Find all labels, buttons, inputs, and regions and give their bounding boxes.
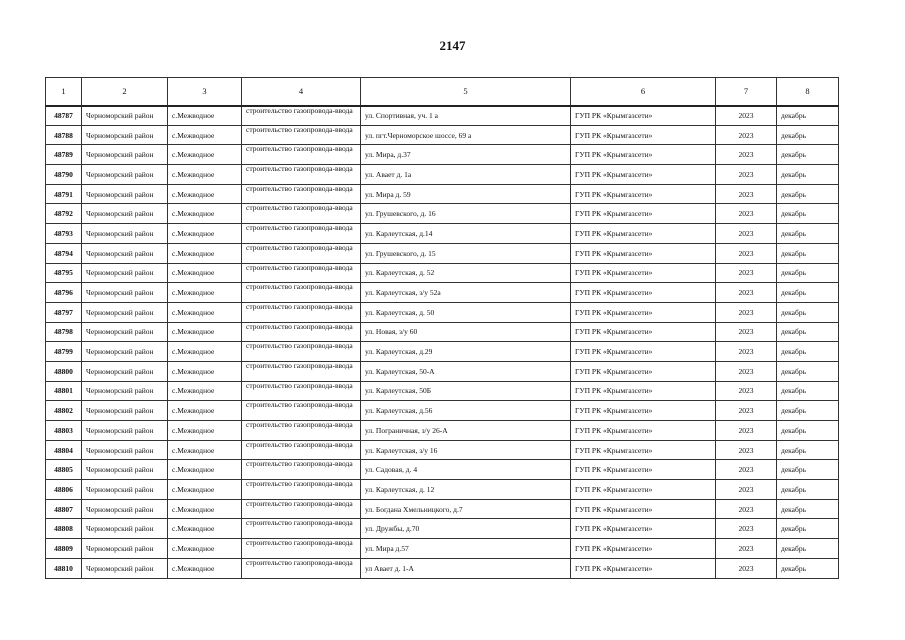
work-type-cell: строительство газопровода-ввода — [242, 519, 361, 539]
address-cell: ул. Дружбы, д.70 — [361, 519, 571, 539]
district-cell: Черноморский район — [82, 421, 168, 441]
district-cell: Черноморский район — [82, 106, 168, 126]
address-cell: ул. Карлеутская, д.56 — [361, 401, 571, 421]
village-cell: с.Межводное — [168, 558, 242, 578]
village-cell: с.Межводное — [168, 224, 242, 244]
village-cell: с.Межводное — [168, 263, 242, 283]
month-cell: декабрь — [777, 460, 839, 480]
village-cell: с.Межводное — [168, 460, 242, 480]
village-cell: с.Межводное — [168, 322, 242, 342]
organization-cell: ГУП РК «Крымгазсети» — [571, 342, 716, 362]
district-cell: Черноморский район — [82, 283, 168, 303]
year-cell: 2023 — [716, 539, 777, 559]
month-cell: декабрь — [777, 499, 839, 519]
column-header: 4 — [242, 78, 361, 106]
row-id: 48798 — [46, 322, 82, 342]
village-cell: с.Межводное — [168, 302, 242, 322]
work-type-cell: строительство газопровода-ввода — [242, 283, 361, 303]
table-row — [46, 480, 839, 500]
table-row — [46, 302, 839, 322]
address-cell: ул. Карлеутская, д. 12 — [361, 480, 571, 500]
row-id: 48799 — [46, 342, 82, 362]
year-cell: 2023 — [716, 263, 777, 283]
village-cell: с.Межводное — [168, 204, 242, 224]
work-type-cell: строительство газопровода-ввода — [242, 342, 361, 362]
organization-cell: ГУП РК «Крымгазсети» — [571, 519, 716, 539]
district-cell: Черноморский район — [82, 263, 168, 283]
column-header: 3 — [168, 78, 242, 106]
year-cell: 2023 — [716, 243, 777, 263]
address-cell: ул. Авает д. 1а — [361, 165, 571, 185]
table-row — [46, 381, 839, 401]
year-cell: 2023 — [716, 440, 777, 460]
year-cell: 2023 — [716, 125, 777, 145]
year-cell: 2023 — [716, 421, 777, 441]
district-cell: Черноморский район — [82, 342, 168, 362]
work-type-cell: строительство газопровода-ввода — [242, 421, 361, 441]
month-cell: декабрь — [777, 224, 839, 244]
month-cell: декабрь — [777, 480, 839, 500]
organization-cell: ГУП РК «Крымгазсети» — [571, 283, 716, 303]
month-cell: декабрь — [777, 401, 839, 421]
village-cell: с.Межводное — [168, 106, 242, 126]
year-cell: 2023 — [716, 519, 777, 539]
month-cell: декабрь — [777, 519, 839, 539]
address-cell: ул. Новая, з/у 60 — [361, 322, 571, 342]
organization-cell: ГУП РК «Крымгазсети» — [571, 558, 716, 578]
month-cell: декабрь — [777, 263, 839, 283]
organization-cell: ГУП РК «Крымгазсети» — [571, 224, 716, 244]
month-cell: декабрь — [777, 322, 839, 342]
district-cell: Черноморский район — [82, 361, 168, 381]
district-cell: Черноморский район — [82, 165, 168, 185]
village-cell: с.Межводное — [168, 342, 242, 362]
row-id: 48795 — [46, 263, 82, 283]
organization-cell: ГУП РК «Крымгазсети» — [571, 165, 716, 185]
work-type-cell: строительство газопровода-ввода — [242, 322, 361, 342]
village-cell: с.Межводное — [168, 283, 242, 303]
row-id: 48796 — [46, 283, 82, 303]
year-cell: 2023 — [716, 106, 777, 126]
row-id: 48807 — [46, 499, 82, 519]
year-cell: 2023 — [716, 184, 777, 204]
month-cell: декабрь — [777, 184, 839, 204]
year-cell: 2023 — [716, 322, 777, 342]
table-row — [46, 263, 839, 283]
work-type-cell: строительство газопровода-ввода — [242, 263, 361, 283]
month-cell: декабрь — [777, 440, 839, 460]
work-type-cell: строительство газопровода-ввода — [242, 106, 361, 126]
work-type-cell: строительство газопровода-ввода — [242, 361, 361, 381]
organization-cell: ГУП РК «Крымгазсети» — [571, 184, 716, 204]
district-cell: Черноморский район — [82, 440, 168, 460]
address-cell: ул. Карлеутская, 50-А — [361, 361, 571, 381]
year-cell: 2023 — [716, 165, 777, 185]
organization-cell: ГУП РК «Крымгазсети» — [571, 539, 716, 559]
table-row — [46, 440, 839, 460]
table-row — [46, 322, 839, 342]
row-id: 48791 — [46, 184, 82, 204]
month-cell: декабрь — [777, 283, 839, 303]
district-cell: Черноморский район — [82, 558, 168, 578]
gas-pipeline-table — [45, 77, 839, 579]
work-type-cell: строительство газопровода-ввода — [242, 480, 361, 500]
district-cell: Черноморский район — [82, 184, 168, 204]
table-row — [46, 519, 839, 539]
month-cell: декабрь — [777, 204, 839, 224]
work-type-cell: строительство газопровода-ввода — [242, 145, 361, 165]
table-row — [46, 165, 839, 185]
village-cell: с.Межводное — [168, 440, 242, 460]
column-header: 5 — [361, 78, 571, 106]
work-type-cell: строительство газопровода-ввода — [242, 302, 361, 322]
district-cell: Черноморский район — [82, 401, 168, 421]
row-id: 48788 — [46, 125, 82, 145]
column-header: 8 — [777, 78, 839, 106]
village-cell: с.Межводное — [168, 539, 242, 559]
page-number: 2147 — [439, 38, 466, 53]
year-cell: 2023 — [716, 283, 777, 303]
month-cell: декабрь — [777, 381, 839, 401]
table-row — [46, 460, 839, 480]
organization-cell: ГУП РК «Крымгазсети» — [571, 401, 716, 421]
header-row — [46, 78, 839, 106]
column-header: 6 — [571, 78, 716, 106]
village-cell: с.Межводное — [168, 499, 242, 519]
work-type-cell: строительство газопровода-ввода — [242, 539, 361, 559]
address-cell: ул Авает д. 1-А — [361, 558, 571, 578]
work-type-cell: строительство газопровода-ввода — [242, 460, 361, 480]
year-cell: 2023 — [716, 204, 777, 224]
year-cell: 2023 — [716, 558, 777, 578]
table-row — [46, 224, 839, 244]
organization-cell: ГУП РК «Крымгазсети» — [571, 263, 716, 283]
district-cell: Черноморский район — [82, 539, 168, 559]
village-cell: с.Межводное — [168, 480, 242, 500]
village-cell: с.Межводное — [168, 184, 242, 204]
row-id: 48794 — [46, 243, 82, 263]
table-row — [46, 184, 839, 204]
district-cell: Черноморский район — [82, 145, 168, 165]
organization-cell: ГУП РК «Крымгазсети» — [571, 440, 716, 460]
village-cell: с.Межводное — [168, 421, 242, 441]
month-cell: декабрь — [777, 342, 839, 362]
district-cell: Черноморский район — [82, 460, 168, 480]
table-row — [46, 539, 839, 559]
table-row — [46, 342, 839, 362]
work-type-cell: строительство газопровода-ввода — [242, 381, 361, 401]
column-header: 2 — [82, 78, 168, 106]
month-cell: декабрь — [777, 421, 839, 441]
year-cell: 2023 — [716, 460, 777, 480]
table-row — [46, 204, 839, 224]
month-cell: декабрь — [777, 539, 839, 559]
address-cell: ул. Богдана Хмельницкого, д.7 — [361, 499, 571, 519]
month-cell: декабрь — [777, 243, 839, 263]
year-cell: 2023 — [716, 401, 777, 421]
district-cell: Черноморский район — [82, 224, 168, 244]
row-id: 48790 — [46, 165, 82, 185]
village-cell: с.Межводное — [168, 361, 242, 381]
year-cell: 2023 — [716, 361, 777, 381]
table-row — [46, 361, 839, 381]
month-cell: декабрь — [777, 145, 839, 165]
row-id: 48787 — [46, 106, 82, 126]
table-row — [46, 243, 839, 263]
month-cell: декабрь — [777, 165, 839, 185]
organization-cell: ГУП РК «Крымгазсети» — [571, 106, 716, 126]
address-cell: ул. Карлеутская, д. 50 — [361, 302, 571, 322]
row-id: 48804 — [46, 440, 82, 460]
row-id: 48789 — [46, 145, 82, 165]
row-id: 48793 — [46, 224, 82, 244]
table-row — [46, 401, 839, 421]
district-cell: Черноморский район — [82, 322, 168, 342]
district-cell: Черноморский район — [82, 480, 168, 500]
address-cell: ул. Карлеутская, д. 52 — [361, 263, 571, 283]
address-cell: ул. Карлеутская, з/у 52а — [361, 283, 571, 303]
row-id: 48800 — [46, 361, 82, 381]
row-id: 48805 — [46, 460, 82, 480]
work-type-cell: строительство газопровода-ввода — [242, 204, 361, 224]
address-cell: ул. Спортивная, уч. 1 а — [361, 106, 571, 126]
table-row — [46, 421, 839, 441]
organization-cell: ГУП РК «Крымгазсети» — [571, 243, 716, 263]
address-cell: ул. Мира, д.37 — [361, 145, 571, 165]
address-cell: ул. Карлеутская, 50Б — [361, 381, 571, 401]
row-id: 48801 — [46, 381, 82, 401]
organization-cell: ГУП РК «Крымгазсети» — [571, 204, 716, 224]
row-id: 48792 — [46, 204, 82, 224]
work-type-cell: строительство газопровода-ввода — [242, 165, 361, 185]
organization-cell: ГУП РК «Крымгазсети» — [571, 381, 716, 401]
organization-cell: ГУП РК «Крымгазсети» — [571, 361, 716, 381]
year-cell: 2023 — [716, 224, 777, 244]
address-cell: ул. Садовая, д. 4 — [361, 460, 571, 480]
address-cell: ул. Мира д. 59 — [361, 184, 571, 204]
row-id: 48806 — [46, 480, 82, 500]
row-id: 48810 — [46, 558, 82, 578]
row-id: 48809 — [46, 539, 82, 559]
column-header: 7 — [716, 78, 777, 106]
organization-cell: ГУП РК «Крымгазсети» — [571, 302, 716, 322]
year-cell: 2023 — [716, 480, 777, 500]
work-type-cell: строительство газопровода-ввода — [242, 184, 361, 204]
address-cell: ул. Мира д.57 — [361, 539, 571, 559]
work-type-cell: строительство газопровода-ввода — [242, 499, 361, 519]
organization-cell: ГУП РК «Крымгазсети» — [571, 145, 716, 165]
work-type-cell: строительство газопровода-ввода — [242, 243, 361, 263]
address-cell: ул. Пограничная, з/у 26-А — [361, 421, 571, 441]
address-cell: ул. Карлеутская, д.29 — [361, 342, 571, 362]
address-cell: ул. пгт.Черноморское шоссе, 69 а — [361, 125, 571, 145]
district-cell: Черноморский район — [82, 519, 168, 539]
month-cell: декабрь — [777, 302, 839, 322]
month-cell: декабрь — [777, 361, 839, 381]
work-type-cell: строительство газопровода-ввода — [242, 558, 361, 578]
row-id: 48797 — [46, 302, 82, 322]
organization-cell: ГУП РК «Крымгазсети» — [571, 499, 716, 519]
table-row — [46, 283, 839, 303]
month-cell: декабрь — [777, 106, 839, 126]
district-cell: Черноморский район — [82, 125, 168, 145]
district-cell: Черноморский район — [82, 499, 168, 519]
year-cell: 2023 — [716, 499, 777, 519]
organization-cell: ГУП РК «Крымгазсети» — [571, 480, 716, 500]
year-cell: 2023 — [716, 145, 777, 165]
village-cell: с.Межводное — [168, 243, 242, 263]
district-cell: Черноморский район — [82, 204, 168, 224]
village-cell: с.Межводное — [168, 401, 242, 421]
organization-cell: ГУП РК «Крымгазсети» — [571, 322, 716, 342]
district-cell: Черноморский район — [82, 243, 168, 263]
year-cell: 2023 — [716, 302, 777, 322]
table-row — [46, 125, 839, 145]
month-cell: декабрь — [777, 558, 839, 578]
address-cell: ул. Грушевского, д. 15 — [361, 243, 571, 263]
table-row — [46, 145, 839, 165]
table-row — [46, 106, 839, 126]
table-row — [46, 558, 839, 578]
village-cell: с.Межводное — [168, 125, 242, 145]
column-header: 1 — [46, 78, 82, 106]
work-type-cell: строительство газопровода-ввода — [242, 440, 361, 460]
address-cell: ул. Карлеутская, з/у 16 — [361, 440, 571, 460]
table-row — [46, 499, 839, 519]
organization-cell: ГУП РК «Крымгазсети» — [571, 421, 716, 441]
village-cell: с.Межводное — [168, 145, 242, 165]
organization-cell: ГУП РК «Крымгазсети» — [571, 460, 716, 480]
village-cell: с.Межводное — [168, 381, 242, 401]
work-type-cell: строительство газопровода-ввода — [242, 401, 361, 421]
month-cell: декабрь — [777, 125, 839, 145]
year-cell: 2023 — [716, 381, 777, 401]
work-type-cell: строительство газопровода-ввода — [242, 224, 361, 244]
district-cell: Черноморский район — [82, 381, 168, 401]
row-id: 48802 — [46, 401, 82, 421]
row-id: 48803 — [46, 421, 82, 441]
row-id: 48808 — [46, 519, 82, 539]
work-type-cell: строительство газопровода-ввода — [242, 125, 361, 145]
address-cell: ул. Карлеутская, д.14 — [361, 224, 571, 244]
village-cell: с.Межводное — [168, 519, 242, 539]
village-cell: с.Межводное — [168, 165, 242, 185]
year-cell: 2023 — [716, 342, 777, 362]
address-cell: ул. Грушевского, д. 16 — [361, 204, 571, 224]
district-cell: Черноморский район — [82, 302, 168, 322]
organization-cell: ГУП РК «Крымгазсети» — [571, 125, 716, 145]
